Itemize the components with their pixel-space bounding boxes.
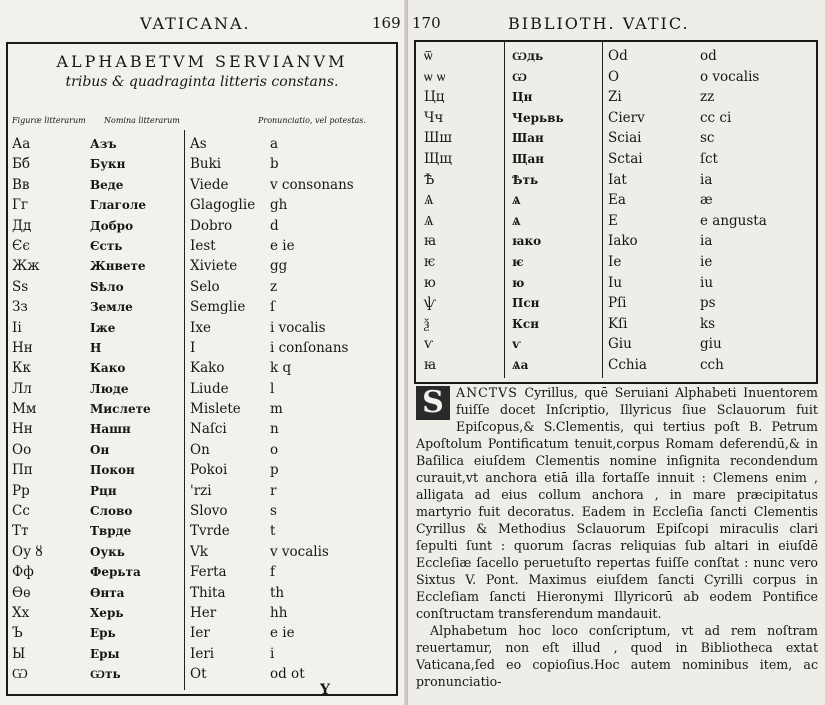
pronunciation: th xyxy=(270,584,285,601)
pronunciation: ia xyxy=(700,233,713,250)
table-row xyxy=(416,314,816,335)
signature-mark: Y xyxy=(320,682,330,698)
letter-name: Псн xyxy=(512,296,540,311)
pronunciation: ſ xyxy=(270,299,275,316)
table-row xyxy=(8,318,396,338)
table-row xyxy=(416,293,816,314)
table-row xyxy=(416,46,816,67)
letter-figure: Ѡ xyxy=(12,666,28,683)
pronunciation: ks xyxy=(700,315,716,332)
pronunciation: t xyxy=(270,523,276,540)
pronunciation: n xyxy=(270,421,279,438)
letter-name: Ферьта xyxy=(90,565,141,580)
latin-name: On xyxy=(190,441,210,458)
table-row xyxy=(416,67,816,88)
table-row xyxy=(8,419,396,439)
letter-figure: Вв xyxy=(12,176,30,193)
table-body xyxy=(416,46,816,376)
letter-name: Ксн xyxy=(512,316,540,331)
latin-name: Cchia xyxy=(608,356,647,373)
column-header-pronunciation: Pronunciatio, vel potestas. xyxy=(258,116,366,125)
paragraph-1-text: Cyrillus, quē Seruiani Alphabeti Inuentorem fuiſſe docet Inſcriptio, Illyricus ſiue Sclauorum fuit Epiſcopus,& S.Clementis, qui tertius poſt B. Petrum Apoſtolum Pontificatum tenuit,corpus Romam deferendū,& in Baſilica eiuſdem Clementis nomine inſignita recondendum curauit,vt anchora etiā illa fortaſſe innuit : Clemens enim , alligata ad eius collum anchora , in mare præcipitatus martyrio fuit decoratus. Eadem in Eccleſia ſancti Clementis Cyrillus & Methodius Sclauorum Epiſcopi miraculis clari ſepulti ſunt : quorum ſacras reliquias ſub altari in eiuſdē Eccleſiæ ſacello peruetuſto repertas fuiſſe conſtat : nunc vero Sixtus V. Pont. Maximus eiuſdem ſancti Cyrilli corpus in Eccleſiam ſancti Hieronymi Illyricorū ab eodem Pontifice conſtructam transferendum mandauit. xyxy=(416,385,818,621)
pronunciation: p xyxy=(270,462,279,479)
pronunciation: od ot xyxy=(270,666,305,683)
latin-name: Viede xyxy=(190,176,229,193)
letter-figure: Цц xyxy=(424,89,445,106)
letter-figure: Дд xyxy=(12,217,32,234)
letter-figure: Фф xyxy=(12,564,34,581)
letter-name: Шан xyxy=(512,131,544,146)
letter-figure: Оу ȣ xyxy=(12,543,43,560)
paragraph-2: Alphabetum hoc loco conſcriptum, vt ad rem noſtram reuertamur, non eſt illud , quod in Bibliotheca extat Vaticana,ſed eo copioſius.Hoc autem nominibus item, ac pronunciatio- xyxy=(416,623,818,689)
latin-name: Dobro xyxy=(190,217,233,234)
letter-figure: Гг xyxy=(12,197,29,214)
pronunciation: cc ci xyxy=(700,109,732,126)
latin-name: O xyxy=(608,68,620,85)
latin-name: As xyxy=(190,136,207,152)
latin-name: Kako xyxy=(190,360,225,377)
page-number: 170 xyxy=(412,14,441,32)
table-row xyxy=(8,277,396,297)
letter-name: Мислете xyxy=(90,402,151,417)
table-row xyxy=(416,273,816,294)
letter-figure: Ѧ xyxy=(424,212,434,229)
latin-name: Iu xyxy=(608,274,623,291)
pronunciation: cch xyxy=(700,356,724,373)
table-row xyxy=(8,236,396,256)
table-row xyxy=(8,358,396,378)
letter-name: ꙗко xyxy=(512,234,542,249)
letter-name: Ѡть xyxy=(90,667,121,682)
letter-name: Како xyxy=(90,361,126,376)
table-row xyxy=(8,521,396,541)
letter-figure: Ѳѳ xyxy=(12,584,31,601)
letter-figure: ѱ xyxy=(424,295,437,312)
table-row xyxy=(8,195,396,215)
table-row xyxy=(416,355,816,376)
letter-name: Покон xyxy=(90,463,135,478)
letter-name: ѵ xyxy=(512,337,521,352)
letter-name: Еры xyxy=(90,646,120,661)
table-row xyxy=(416,108,816,129)
latin-name: Naſci xyxy=(190,421,227,438)
pronunciation: e angusta xyxy=(700,212,767,229)
letter-name: Херь xyxy=(90,605,124,620)
latin-name: Semglie xyxy=(190,299,246,316)
letter-figure: Щщ xyxy=(424,150,452,167)
letter-name: Іже xyxy=(90,320,116,335)
latin-name: Ixe xyxy=(190,319,211,336)
letter-figure: Ѣ xyxy=(424,171,435,188)
pronunciation: o xyxy=(270,441,279,458)
table-row xyxy=(8,379,396,399)
letter-name: Люде xyxy=(90,381,129,396)
table-row xyxy=(8,501,396,521)
pronunciation: i xyxy=(270,645,275,662)
latin-name: Glagoglie xyxy=(190,197,256,214)
pronunciation: gg xyxy=(270,258,288,275)
letter-figure: Нн xyxy=(12,421,33,438)
letter-figure: Аа xyxy=(12,136,31,152)
page-number: 169 xyxy=(372,14,401,32)
letter-name: Нашн xyxy=(90,422,131,437)
letter-name: Азъ xyxy=(90,137,117,151)
pronunciation: ie xyxy=(700,253,713,270)
letter-name: Оукь xyxy=(90,544,125,559)
letter-figure: Ы xyxy=(12,645,26,662)
letter-figure: Сс xyxy=(12,503,30,520)
letter-name: Ѧ xyxy=(512,193,521,208)
pronunciation: r xyxy=(270,482,277,499)
latin-name: 'rzi xyxy=(190,482,212,499)
latin-name: Liude xyxy=(190,380,229,397)
running-title: VATICANA. xyxy=(140,14,251,33)
pronunciation: æ xyxy=(700,192,713,209)
table-row xyxy=(416,211,816,232)
letter-name: Ѳнта xyxy=(90,585,125,600)
latin-name: Giu xyxy=(608,336,632,353)
letter-figure: Ѧ xyxy=(424,192,434,209)
letter-figure: ꙗ xyxy=(424,233,437,250)
pronunciation: hh xyxy=(270,604,288,621)
pronunciation: giu xyxy=(700,336,722,353)
table-row xyxy=(8,562,396,582)
pronunciation: k q xyxy=(270,360,292,377)
letter-name: Ѧа xyxy=(512,357,529,372)
pronunciation: ſct xyxy=(700,150,718,167)
letter-name: ю xyxy=(512,275,525,290)
letter-name: Он xyxy=(90,442,110,457)
pronunciation: e ie xyxy=(270,237,295,254)
table-row xyxy=(416,231,816,252)
table-row xyxy=(8,154,396,174)
letter-name: Жнвете xyxy=(90,259,146,274)
letter-figure: ѡ ѡ xyxy=(424,68,446,85)
latin-name: Pokoi xyxy=(190,462,228,479)
left-page xyxy=(0,0,408,705)
latin-name: Mislete xyxy=(190,401,241,418)
latin-name: Pſi xyxy=(608,295,627,312)
letter-name: Ѧ xyxy=(512,213,521,228)
latin-name: E xyxy=(608,212,618,229)
latin-name: Sctai xyxy=(608,150,643,167)
letter-name: Єсть xyxy=(90,238,123,253)
letter-figure: Єє xyxy=(12,237,30,254)
table-row xyxy=(416,87,816,108)
table-row xyxy=(416,149,816,170)
letter-name: Н xyxy=(90,340,102,355)
latin-name: Iako xyxy=(608,233,638,250)
letter-figure: Мм xyxy=(12,401,37,418)
pronunciation: gh xyxy=(270,197,288,214)
latin-name: Ea xyxy=(608,192,626,209)
pronunciation: s xyxy=(270,503,277,520)
latin-name: Slovo xyxy=(190,503,228,520)
right-page xyxy=(408,0,825,705)
letter-figure: Рр xyxy=(12,482,30,499)
latin-name: Xiviete xyxy=(190,258,238,275)
letter-figure: Ъ xyxy=(12,625,23,642)
letter-figure: Зз xyxy=(12,299,28,316)
latin-name: Kſi xyxy=(608,315,628,332)
letter-figure: Оо xyxy=(12,441,32,458)
latin-name: Sciai xyxy=(608,130,642,147)
pronunciation: ia xyxy=(700,171,713,188)
latin-name: Buki xyxy=(190,156,222,173)
latin-name: Ieri xyxy=(190,645,215,662)
table-row xyxy=(416,170,816,191)
latin-name: Ferta xyxy=(190,564,227,581)
letter-name: Добро xyxy=(90,218,134,233)
letter-figure: Жж xyxy=(12,258,40,275)
pronunciation: sc xyxy=(700,130,715,147)
pronunciation: i vocalis xyxy=(270,319,326,336)
pronunciation: v consonans xyxy=(270,176,354,193)
column-header-names: Nomina litterarum xyxy=(104,116,180,125)
drop-capital: S xyxy=(416,386,450,420)
letter-name: Ѡ xyxy=(512,69,528,84)
letter-name: Веде xyxy=(90,177,124,192)
letter-figure: ѥ xyxy=(424,253,436,270)
letter-figure: Хх xyxy=(12,604,30,621)
letter-name: Ѣть xyxy=(512,172,539,187)
latin-name: I xyxy=(190,339,196,356)
lead-word: ANCTVS xyxy=(456,385,518,400)
pronunciation: ps xyxy=(700,295,716,312)
alphabet-table xyxy=(6,42,398,696)
letter-name: Земле xyxy=(90,300,133,315)
alphabet-table-continued xyxy=(414,40,818,384)
table-body xyxy=(8,134,396,685)
table-row xyxy=(416,190,816,211)
letter-name: Ерь xyxy=(90,626,116,641)
letter-figure: Тт xyxy=(12,523,29,540)
latin-name: Tvrde xyxy=(190,523,230,540)
latin-name: Selo xyxy=(190,278,220,295)
table-row xyxy=(8,460,396,480)
letter-figure: Кк xyxy=(12,360,31,377)
letter-figure: Ѕѕ xyxy=(12,278,29,295)
pronunciation: f xyxy=(270,564,275,581)
latin-name: Zi xyxy=(608,89,622,106)
letter-figure: Шш xyxy=(424,130,452,147)
letter-name: Щан xyxy=(512,151,545,166)
table-subtitle: tribus & quadraginta litteris constans. xyxy=(65,74,339,90)
pronunciation: d xyxy=(270,217,279,234)
latin-name: Cierv xyxy=(608,109,645,126)
letter-figure: ꙗ xyxy=(424,356,437,373)
running-title: BIBLIOTH. VATIC. xyxy=(508,14,690,33)
letter-figure: Бб xyxy=(12,156,31,173)
pronunciation: b xyxy=(270,156,279,173)
table-title: ALPHABETVM SERVIANVM xyxy=(56,52,348,71)
pronunciation: e ie xyxy=(270,625,295,642)
pronunciation: m xyxy=(270,401,283,418)
pronunciation: i conſonans xyxy=(270,339,349,356)
pronunciation: v vocalis xyxy=(270,543,329,560)
commentary-text xyxy=(416,384,818,690)
table-row xyxy=(8,440,396,460)
latin-name: Ier xyxy=(190,625,210,642)
table-row xyxy=(8,603,396,623)
table-row xyxy=(416,128,816,149)
table-row xyxy=(8,481,396,501)
pronunciation: o vocalis xyxy=(700,68,760,85)
letter-figure: Чч xyxy=(424,109,444,126)
table-row xyxy=(8,399,396,419)
table-row xyxy=(8,644,396,664)
letter-figure: ѵ xyxy=(424,336,434,353)
letter-name: Слово xyxy=(90,504,133,519)
pronunciation: zz xyxy=(700,89,715,106)
letter-name: Цн xyxy=(512,90,533,105)
table-row xyxy=(8,664,396,684)
table-row xyxy=(8,256,396,276)
latin-name: Thita xyxy=(190,584,226,601)
latin-name: Iest xyxy=(190,237,216,254)
pronunciation: od xyxy=(700,48,717,64)
letter-name: Тврде xyxy=(90,524,132,539)
table-row xyxy=(8,216,396,236)
latin-name: Iat xyxy=(608,171,627,188)
letter-figure: ѯ xyxy=(424,315,430,332)
paragraph-1 xyxy=(416,384,818,622)
table-row xyxy=(8,583,396,603)
table-row xyxy=(8,297,396,317)
table-row xyxy=(8,175,396,195)
table-row xyxy=(416,334,816,355)
table-row xyxy=(416,252,816,273)
pronunciation: a xyxy=(270,136,279,152)
letter-figure: Лл xyxy=(12,380,32,397)
pronunciation: l xyxy=(270,380,275,397)
latin-name: Vk xyxy=(190,543,208,560)
latin-name: Ot xyxy=(190,666,207,683)
letter-figure: ѿ xyxy=(424,48,433,64)
pronunciation: z xyxy=(270,278,278,295)
letter-figure: Пп xyxy=(12,462,33,479)
letter-name: Черьвь xyxy=(512,110,564,125)
letter-figure: ю xyxy=(424,274,436,291)
letter-figure: Нн xyxy=(12,339,33,356)
latin-name: Od xyxy=(608,48,628,64)
table-row xyxy=(8,338,396,358)
letter-figure: Іі xyxy=(12,319,22,336)
letter-name: ѥ xyxy=(512,254,524,269)
table-row xyxy=(8,623,396,643)
pronunciation: iu xyxy=(700,274,714,291)
table-row xyxy=(8,542,396,562)
letter-name: Ѕѣло xyxy=(90,279,124,294)
latin-name: Her xyxy=(190,604,217,621)
column-header-figures: Figuræ litterarum xyxy=(12,116,86,125)
table-row xyxy=(8,134,396,154)
letter-name: Глаголе xyxy=(90,198,146,213)
letter-name: Ѡдь xyxy=(512,49,544,63)
letter-name: Рцн xyxy=(90,483,117,498)
latin-name: Ie xyxy=(608,253,622,270)
letter-name: Букн xyxy=(90,157,126,172)
